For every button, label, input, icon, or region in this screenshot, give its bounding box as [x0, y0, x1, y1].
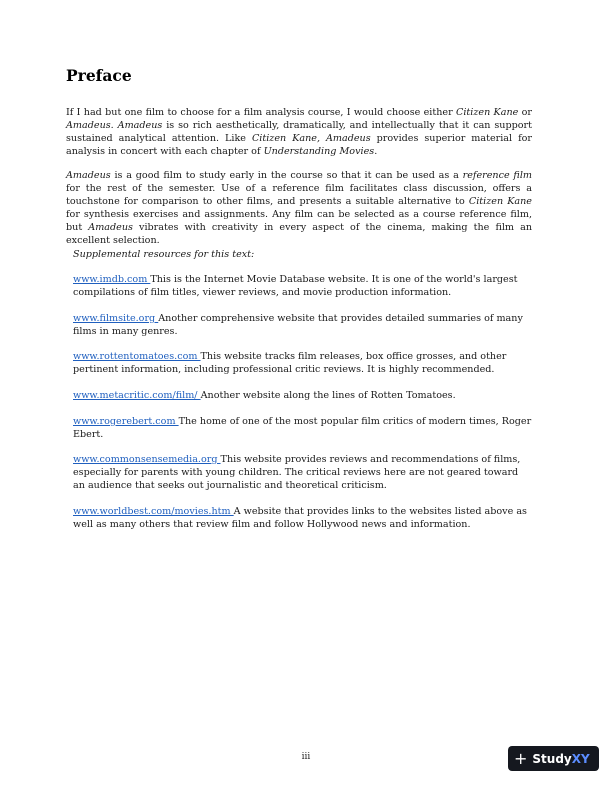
- resource-description: The home of one of the most popular film critics of modern times, Roger Ebert.: [73, 416, 532, 440]
- film-title: Citizen Kane: [456, 107, 519, 118]
- resource-item: [73, 415, 533, 441]
- text: vibrates with creativity in every aspect of the cinema, making the film an excellent selection.: [66, 222, 532, 246]
- resource-link[interactable]: www.commonsensemedia.org: [73, 454, 221, 465]
- film-title: Amadeus: [66, 170, 111, 181]
- text: for synthesis exercises and assignments. Any film can be selected as a course reference film, but: [66, 209, 532, 233]
- resource-description: This is the Internet Movie Database website. It is one of the world's largest compilations of film titles, viewer reviews, and movie production information.: [73, 274, 518, 298]
- film-title: Amadeus: [88, 222, 133, 233]
- text: is so rich aesthetically, dramatically, and intellectually that it can support sustained analytical attention. Like: [66, 120, 532, 144]
- page-title: Preface: [66, 66, 132, 85]
- text: .: [110, 120, 118, 131]
- resource-link[interactable]: www.rottentomatoes.com: [73, 351, 201, 362]
- page-number: iii: [301, 752, 311, 762]
- brand-accent: XY: [571, 751, 590, 766]
- plus-icon: +: [514, 748, 528, 768]
- resource-link[interactable]: www.imdb.com: [73, 274, 151, 285]
- resource-description: Another comprehensive website that provides detailed summaries of many films in many genres.: [73, 313, 523, 337]
- film-title: Amadeus: [117, 120, 163, 131]
- resource-description: This website tracks film releases, box office grosses, and other pertinent information, including professional critic reviews. It is highly recommended.: [73, 351, 507, 375]
- resource-link[interactable]: www.filmsite.org: [73, 313, 159, 324]
- resource-item: [73, 273, 533, 299]
- resource-description: This website provides reviews and recommendations of films, especially for parents with young children. The critical reviews here are not geared toward an audience that seeks out journalistic and theoretical criticism.: [73, 454, 521, 491]
- resource-link[interactable]: www.worldbest.com/movies.htm: [73, 506, 234, 517]
- resource-description: A website that provides links to the websites listed above as well as many others that review film and follow Hollywood news and information.: [73, 506, 527, 530]
- resource-link[interactable]: www.metacritic.com/film/: [73, 390, 201, 401]
- resource-item: [73, 312, 533, 338]
- brand-name: Study: [532, 751, 572, 766]
- text: or: [518, 107, 532, 118]
- text: If I had but one film to choose for a film analysis course, I would choose either: [66, 107, 456, 118]
- resource-item: [73, 389, 533, 402]
- book-title: Understanding Movies: [263, 146, 375, 157]
- text: is a good film to study early in the course so that it can be used as a: [110, 170, 463, 181]
- studyxy-badge[interactable]: [508, 746, 599, 771]
- film-title: Amadeus: [66, 120, 111, 131]
- resource-item: [73, 453, 533, 492]
- resource-link[interactable]: www.rogerebert.com: [73, 416, 179, 427]
- text: for the rest of the semester. Use of a reference film facilitates class discussion, offers a touchstone for comparison to other films, and presents a suitable alternative to: [66, 183, 532, 207]
- text: provides superior material for analysis in concert with each chapter of: [66, 133, 532, 157]
- resource-description: Another website along the lines of Rotten Tomatoes.: [200, 390, 456, 401]
- paragraph-intro: [66, 106, 532, 158]
- resources-heading: Supplemental resources for this text:: [73, 249, 255, 260]
- text: .: [374, 146, 378, 157]
- resource-item: [73, 505, 533, 531]
- film-title: Citizen Kane, Amadeus: [251, 133, 371, 144]
- film-title: Citizen Kane: [468, 196, 532, 207]
- resource-item: [73, 350, 533, 376]
- paragraph-reference-film: [66, 169, 532, 247]
- term: reference film: [462, 170, 532, 181]
